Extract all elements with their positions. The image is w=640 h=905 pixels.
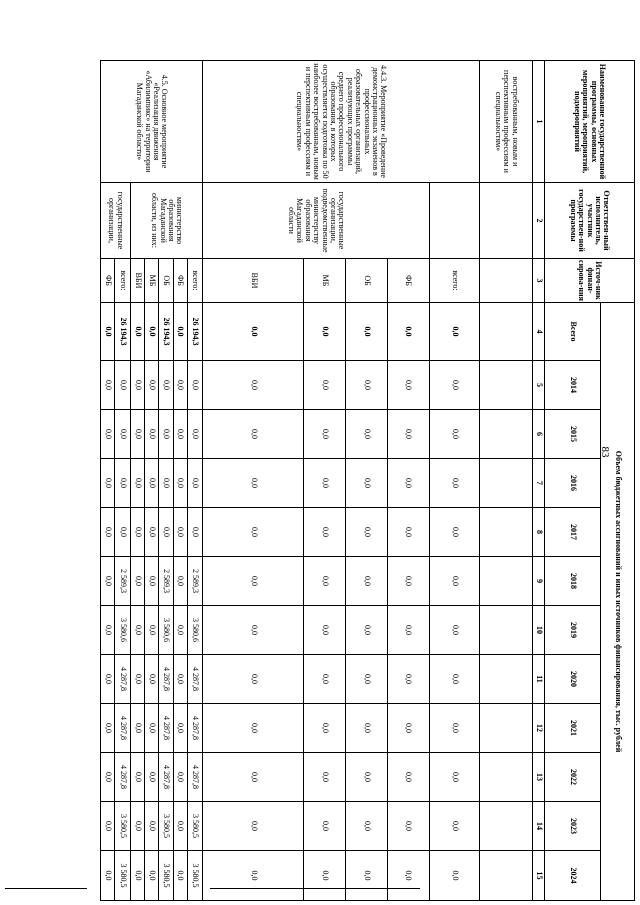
value-cell: 3 580,5 bbox=[159, 802, 173, 851]
value-cell: 0,0 bbox=[145, 410, 159, 459]
value-cell: 0,0 bbox=[173, 704, 187, 753]
value-cell: 0,0 bbox=[346, 361, 388, 410]
source-cell: ФБ bbox=[101, 259, 115, 303]
total-cell: 0,0 bbox=[429, 303, 480, 361]
value-cell: 0,0 bbox=[429, 508, 480, 557]
header-source: Источ-ник финан-сирова-ния bbox=[545, 259, 635, 303]
header-year: 2024 bbox=[545, 851, 601, 901]
header-year: 2016 bbox=[545, 459, 601, 508]
total-cell: 0,0 bbox=[203, 303, 304, 361]
value-cell: 0,0 bbox=[115, 410, 130, 459]
value-cell: 0,0 bbox=[203, 459, 304, 508]
total-cell: 26 194,3 bbox=[159, 303, 173, 361]
financing-table bbox=[100, 60, 635, 901]
column-number: 7 bbox=[533, 459, 545, 508]
total-cell: 0,0 bbox=[101, 303, 115, 361]
value-cell: 2 589,3 bbox=[115, 557, 130, 606]
header-year: 2017 bbox=[545, 508, 601, 557]
source-cell: ВБИ bbox=[130, 259, 144, 303]
value-cell: 0,0 bbox=[387, 459, 429, 508]
column-number: 14 bbox=[533, 802, 545, 851]
total-cell: 0,0 bbox=[130, 303, 144, 361]
source-cell: МБ bbox=[304, 259, 346, 303]
column-number: 5 bbox=[533, 361, 545, 410]
value-cell: 4 287,8 bbox=[115, 704, 130, 753]
value-cell: 4 287,8 bbox=[187, 753, 202, 802]
measure-4-4-3-executor: государственные организации, подведомственные министерству образования Магаданской области bbox=[203, 183, 429, 259]
value-cell: 4 287,8 bbox=[187, 704, 202, 753]
source-cell: всего: bbox=[115, 259, 130, 303]
value-cell: 0,0 bbox=[429, 704, 480, 753]
source-cell: ВБИ bbox=[203, 259, 304, 303]
value-cell: 0,0 bbox=[130, 557, 144, 606]
value-cell: 0,0 bbox=[203, 606, 304, 655]
value-cell: 0,0 bbox=[187, 459, 202, 508]
table-row bbox=[187, 61, 202, 901]
value-cell: 0,0 bbox=[145, 508, 159, 557]
value-cell: 0,0 bbox=[429, 753, 480, 802]
value-cell: 0,0 bbox=[203, 557, 304, 606]
value-cell: 0,0 bbox=[130, 655, 144, 704]
value-cell: 0,0 bbox=[145, 851, 159, 901]
value-cell: 0,0 bbox=[101, 508, 115, 557]
value-cell: 0,0 bbox=[346, 655, 388, 704]
value-cell: 0,0 bbox=[130, 459, 144, 508]
value-cell: 0,0 bbox=[203, 655, 304, 704]
value-cell: 0,0 bbox=[101, 704, 115, 753]
value-cell: 0,0 bbox=[203, 410, 304, 459]
value-cell: 2 589,3 bbox=[187, 557, 202, 606]
value-cell: 4 287,8 bbox=[187, 655, 202, 704]
value-cell: 0,0 bbox=[346, 557, 388, 606]
value-cell: 0,0 bbox=[429, 606, 480, 655]
value-cell: 0,0 bbox=[203, 753, 304, 802]
header-year: 2022 bbox=[545, 753, 601, 802]
value-cell: 3 580,5 bbox=[159, 851, 173, 901]
value-cell: 0,0 bbox=[304, 606, 346, 655]
value-cell: 0,0 bbox=[101, 361, 115, 410]
page-number: 83 bbox=[599, 446, 611, 458]
column-number: 10 bbox=[533, 606, 545, 655]
value-cell: 0,0 bbox=[387, 851, 429, 901]
header-year: 2020 bbox=[545, 655, 601, 704]
value-cell: 0,0 bbox=[429, 557, 480, 606]
value-cell: 0,0 bbox=[346, 606, 388, 655]
value-cell: 0,0 bbox=[429, 802, 480, 851]
value-cell: 4 287,8 bbox=[159, 704, 173, 753]
source-cell: всего: bbox=[429, 259, 480, 303]
value-cell: 4 287,8 bbox=[159, 655, 173, 704]
table-body bbox=[101, 61, 533, 901]
value-cell: 4 287,8 bbox=[115, 753, 130, 802]
header-year: 2019 bbox=[545, 606, 601, 655]
value-cell: 4 287,8 bbox=[159, 753, 173, 802]
value-cell: 4 287,8 bbox=[115, 655, 130, 704]
value-cell: 0,0 bbox=[173, 557, 187, 606]
value-cell: 0,0 bbox=[304, 459, 346, 508]
value-cell: 0,0 bbox=[187, 508, 202, 557]
value-cell: 0,0 bbox=[187, 361, 202, 410]
value-cell: 0,0 bbox=[387, 508, 429, 557]
value-cell: 0,0 bbox=[346, 851, 388, 901]
column-number: 4 bbox=[533, 303, 545, 361]
value-cell: 0,0 bbox=[130, 851, 144, 901]
table-row bbox=[429, 61, 480, 901]
column-number: 15 bbox=[533, 851, 545, 901]
value-cell: 0,0 bbox=[159, 508, 173, 557]
table-row bbox=[480, 61, 533, 901]
header-name: Наименование государственной программы, основных мероприятий, мероприятий, подмероприятий bbox=[545, 61, 635, 183]
table-row bbox=[115, 61, 130, 901]
value-cell: 0,0 bbox=[173, 459, 187, 508]
value-cell: 0,0 bbox=[346, 410, 388, 459]
value-cell: 0,0 bbox=[101, 410, 115, 459]
total-cell: 0,0 bbox=[145, 303, 159, 361]
value-cell: 0,0 bbox=[130, 802, 144, 851]
value-cell: 0,0 bbox=[387, 410, 429, 459]
value-cell: 0,0 bbox=[115, 459, 130, 508]
value-cell: 0,0 bbox=[145, 704, 159, 753]
value-cell: 0,0 bbox=[159, 459, 173, 508]
value-cell: 0,0 bbox=[346, 753, 388, 802]
value-cell: 0,0 bbox=[130, 704, 144, 753]
measure-4-4-3-name: 4.4.3. Мероприятие «Проведение демонстрационных экзаменов в профессиональных образовательных организаций, реализующих программы среднего профессионального образования, в которых осуществляется подготовка по 50 наиболее востребованным, новым и перспективным профессиям и специальностям» bbox=[203, 61, 480, 183]
value-cell: 0,0 bbox=[387, 361, 429, 410]
column-number: 12 bbox=[533, 704, 545, 753]
column-number: 11 bbox=[533, 655, 545, 704]
value-cell: 0,0 bbox=[173, 802, 187, 851]
header-year: 2014 bbox=[545, 361, 601, 410]
value-cell: 0,0 bbox=[173, 508, 187, 557]
measure-4-5-name: 4.5. Основное мероприятие «Реализация движения «Абилимпикс» на территории Магаданской области» bbox=[101, 61, 203, 183]
value-cell: 3 580,5 bbox=[115, 851, 130, 901]
column-number: 9 bbox=[533, 557, 545, 606]
value-cell: 0,0 bbox=[346, 459, 388, 508]
total-cell: 0,0 bbox=[387, 303, 429, 361]
value-cell: 0,0 bbox=[101, 459, 115, 508]
source-cell: ФБ bbox=[173, 259, 187, 303]
column-number: 8 bbox=[533, 508, 545, 557]
value-cell: 0,0 bbox=[159, 361, 173, 410]
value-cell: 0,0 bbox=[101, 655, 115, 704]
header-year: 2015 bbox=[545, 410, 601, 459]
source-cell: ОБ bbox=[159, 259, 173, 303]
value-cell: 0,0 bbox=[304, 655, 346, 704]
rotated-table-container bbox=[100, 60, 635, 900]
value-cell: 0,0 bbox=[387, 753, 429, 802]
value-cell: 0,0 bbox=[130, 508, 144, 557]
total-cell: 0,0 bbox=[304, 303, 346, 361]
column-numbers-row bbox=[533, 61, 545, 901]
footer-rule bbox=[5, 888, 87, 889]
total-cell: 0,0 bbox=[173, 303, 187, 361]
total-cell: 26 194,3 bbox=[115, 303, 130, 361]
value-cell: 2 589,3 bbox=[159, 557, 173, 606]
value-cell: 0,0 bbox=[145, 459, 159, 508]
value-cell: 0,0 bbox=[203, 361, 304, 410]
value-cell: 0,0 bbox=[203, 802, 304, 851]
footer-rule bbox=[210, 888, 420, 889]
value-cell: 0,0 bbox=[173, 361, 187, 410]
measure-4-5-executor: министерство образования Магаданской области, из них: bbox=[130, 183, 203, 259]
value-cell: 3 580,5 bbox=[187, 802, 202, 851]
value-cell: 0,0 bbox=[304, 508, 346, 557]
value-cell: 0,0 bbox=[101, 753, 115, 802]
value-cell: 0,0 bbox=[304, 704, 346, 753]
value-cell: 0,0 bbox=[203, 508, 304, 557]
continuation-name: востребованным, новым и перспективным профессиям и специальностям» bbox=[480, 61, 533, 183]
value-cell: 0,0 bbox=[101, 606, 115, 655]
value-cell: 3 580,6 bbox=[115, 606, 130, 655]
value-cell: 0,0 bbox=[346, 508, 388, 557]
value-cell: 0,0 bbox=[387, 606, 429, 655]
header-volume: Объем бюджетных ассигнований и иных источников финансирования, тыс. рублей bbox=[601, 303, 635, 901]
value-cell: 3 580,6 bbox=[159, 606, 173, 655]
value-cell: 0,0 bbox=[130, 753, 144, 802]
value-cell: 0,0 bbox=[145, 753, 159, 802]
value-cell: 0,0 bbox=[130, 606, 144, 655]
column-number: 13 bbox=[533, 753, 545, 802]
value-cell: 0,0 bbox=[387, 655, 429, 704]
value-cell: 0,0 bbox=[203, 851, 304, 901]
value-cell: 0,0 bbox=[304, 802, 346, 851]
value-cell: 0,0 bbox=[173, 753, 187, 802]
column-number: 1 bbox=[533, 61, 545, 183]
source-cell: всего: bbox=[187, 259, 202, 303]
value-cell: 0,0 bbox=[173, 655, 187, 704]
table-row bbox=[387, 61, 429, 901]
value-cell: 0,0 bbox=[304, 557, 346, 606]
value-cell: 0,0 bbox=[304, 753, 346, 802]
value-cell: 0,0 bbox=[145, 557, 159, 606]
value-cell: 0,0 bbox=[387, 704, 429, 753]
value-cell: 0,0 bbox=[101, 851, 115, 901]
total-cell: 26 194,3 bbox=[187, 303, 202, 361]
value-cell: 0,0 bbox=[101, 802, 115, 851]
source-cell: ОБ bbox=[346, 259, 388, 303]
value-cell: 0,0 bbox=[203, 704, 304, 753]
value-cell: 0,0 bbox=[346, 704, 388, 753]
value-cell: 3 580,5 bbox=[187, 851, 202, 901]
value-cell: 0,0 bbox=[187, 410, 202, 459]
value-cell: 0,0 bbox=[429, 851, 480, 901]
value-cell: 0,0 bbox=[145, 606, 159, 655]
header-total: Всего bbox=[545, 303, 601, 361]
value-cell: 0,0 bbox=[429, 361, 480, 410]
value-cell: 0,0 bbox=[429, 655, 480, 704]
header-year: 2018 bbox=[545, 557, 601, 606]
value-cell: 0,0 bbox=[159, 410, 173, 459]
value-cell: 0,0 bbox=[173, 606, 187, 655]
value-cell: 0,0 bbox=[130, 361, 144, 410]
measure-4-5-executor-2: государственные организации, bbox=[101, 183, 131, 259]
source-cell: ФБ bbox=[387, 259, 429, 303]
value-cell: 3 580,6 bbox=[187, 606, 202, 655]
value-cell: 0,0 bbox=[115, 361, 130, 410]
value-cell: 0,0 bbox=[387, 802, 429, 851]
value-cell: 0,0 bbox=[130, 410, 144, 459]
value-cell: 3 580,5 bbox=[115, 802, 130, 851]
value-cell: 0,0 bbox=[101, 557, 115, 606]
value-cell: 0,0 bbox=[387, 557, 429, 606]
value-cell: 0,0 bbox=[429, 459, 480, 508]
header-year: 2021 bbox=[545, 704, 601, 753]
value-cell: 0,0 bbox=[304, 410, 346, 459]
value-cell: 0,0 bbox=[346, 802, 388, 851]
value-cell: 0,0 bbox=[429, 410, 480, 459]
total-cell: 0,0 bbox=[346, 303, 388, 361]
column-number: 3 bbox=[533, 259, 545, 303]
value-cell: 0,0 bbox=[304, 851, 346, 901]
value-cell: 0,0 bbox=[173, 410, 187, 459]
header-year: 2023 bbox=[545, 802, 601, 851]
column-number: 6 bbox=[533, 410, 545, 459]
value-cell: 0,0 bbox=[145, 802, 159, 851]
header-executor: Ответствен-ный исполнитель, участник государствен-ной программы bbox=[545, 183, 635, 259]
value-cell: 0,0 bbox=[145, 361, 159, 410]
value-cell: 0,0 bbox=[145, 655, 159, 704]
value-cell: 0,0 bbox=[115, 508, 130, 557]
source-cell: МБ bbox=[145, 259, 159, 303]
value-cell: 0,0 bbox=[173, 851, 187, 901]
value-cell: 0,0 bbox=[304, 361, 346, 410]
column-number: 2 bbox=[533, 183, 545, 259]
